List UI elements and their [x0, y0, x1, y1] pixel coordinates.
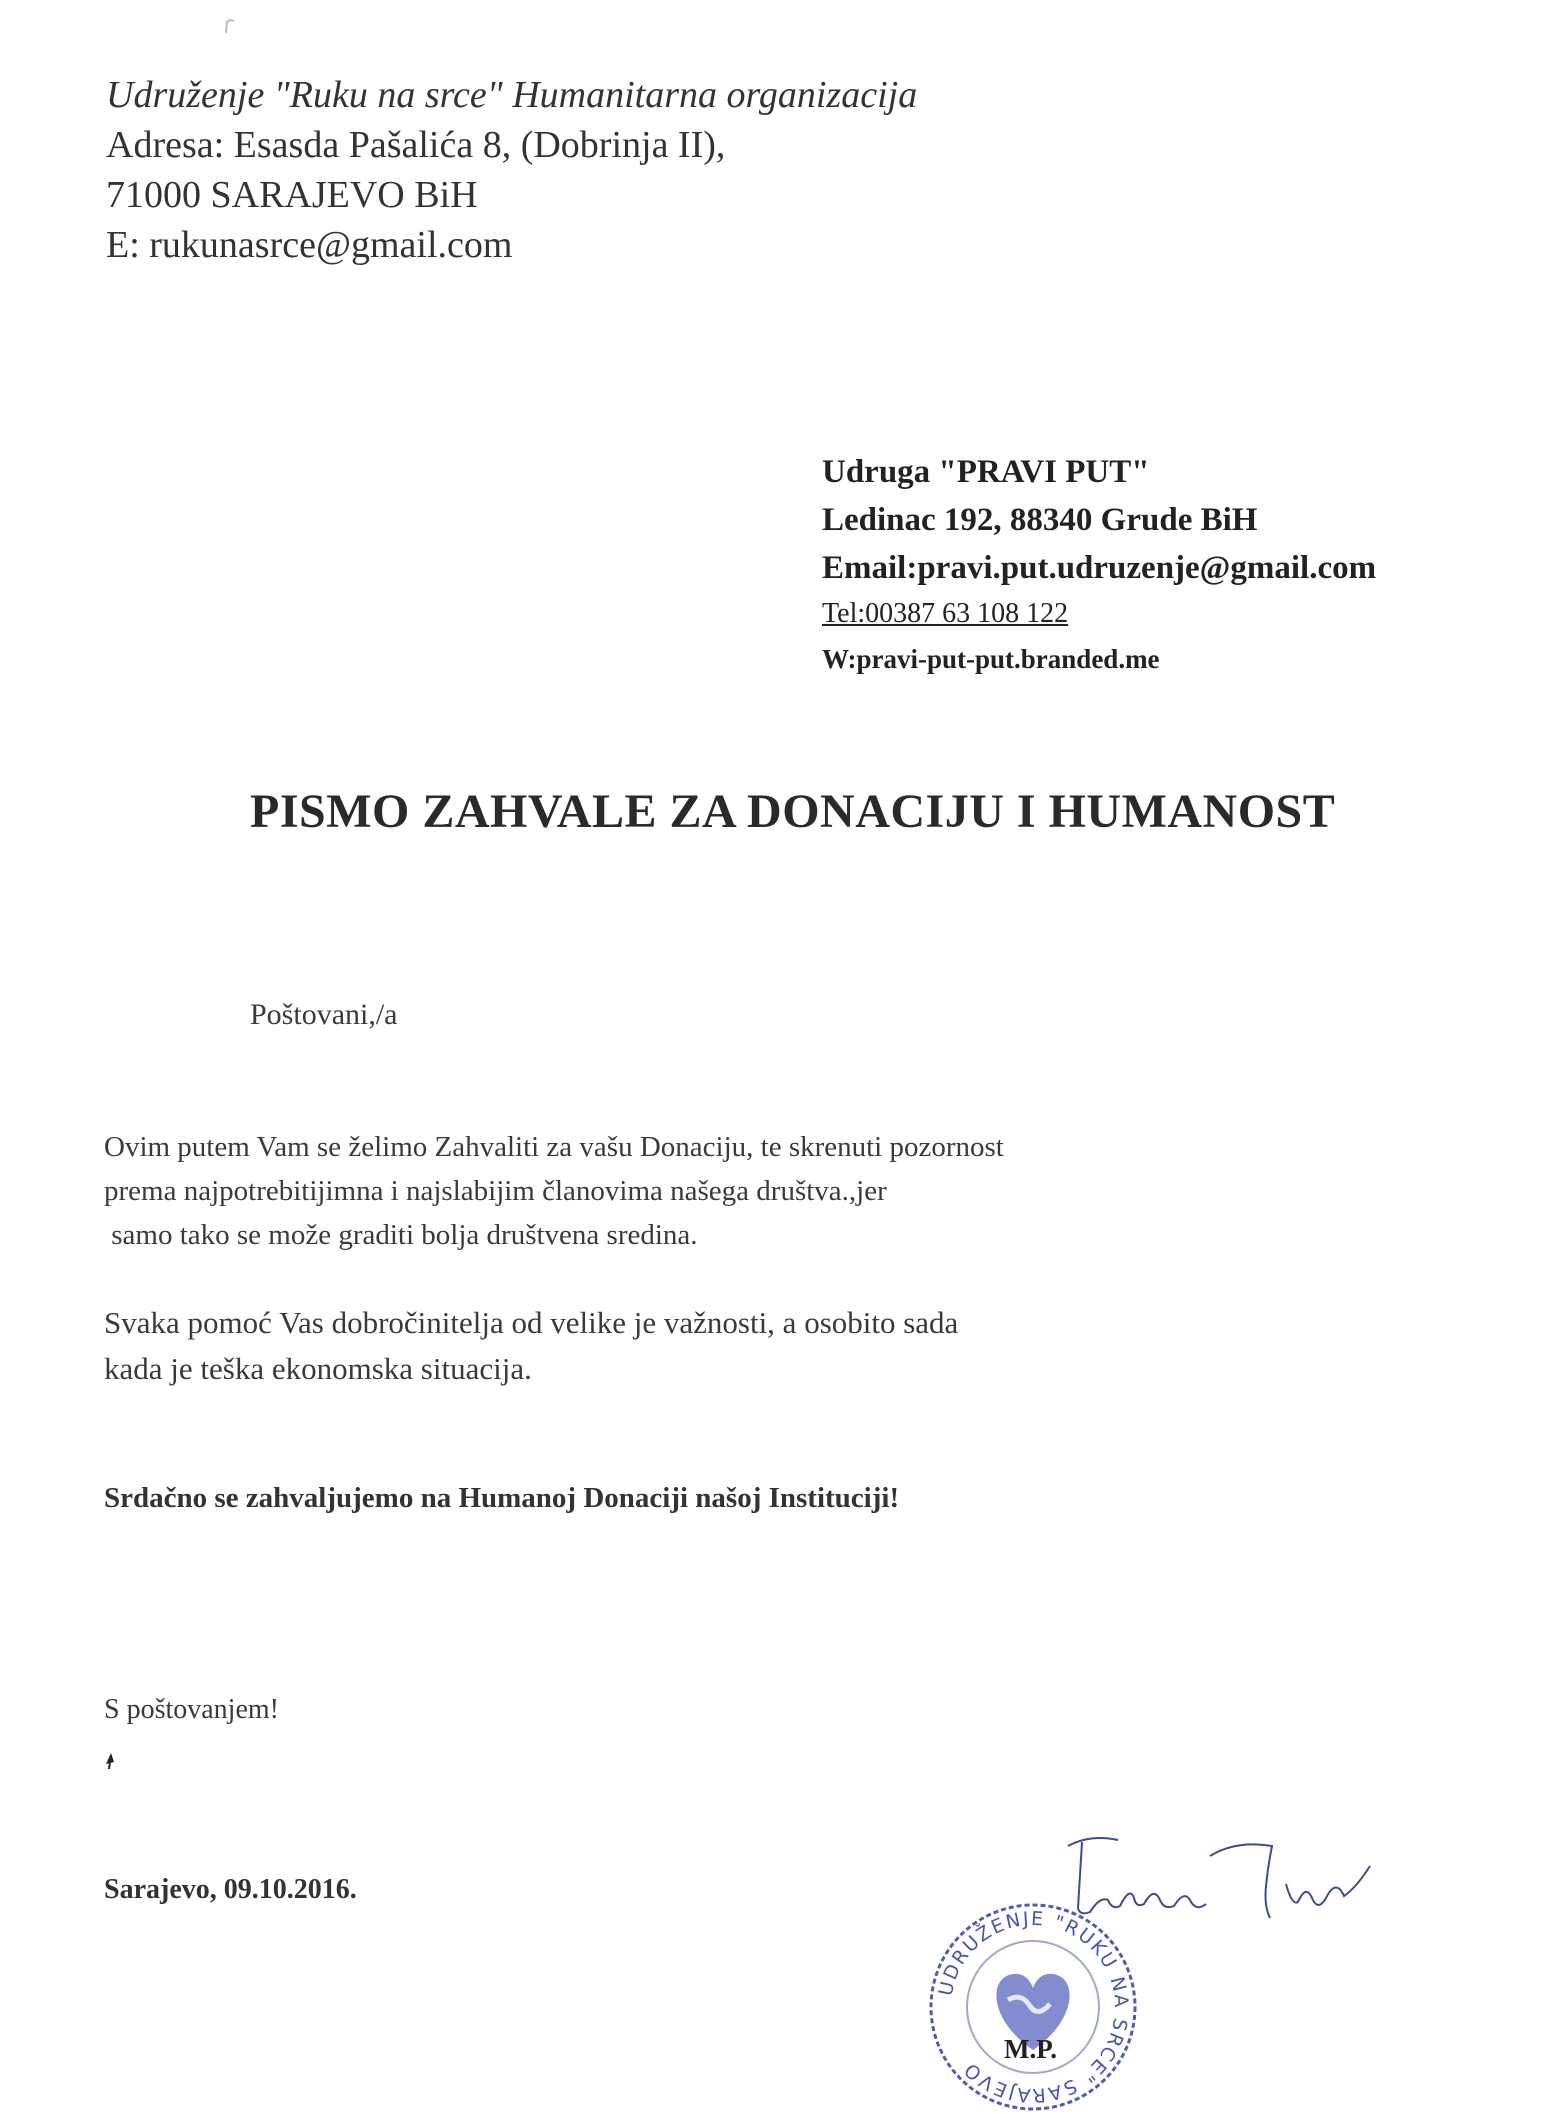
recipient-phone: Tel:00387 63 108 122: [822, 598, 1069, 629]
thanks-line: Srdačno se zahvaljujemo na Humanoj Donaciji našoj Instituciji!: [104, 1482, 900, 1514]
sender-email: E: rukunasrce@gmail.com: [106, 224, 513, 266]
mp-label: M.P.: [1004, 2034, 1057, 2064]
sender-city: 71000 SARAJEVO BiH: [106, 174, 478, 216]
ink-mark-icon: [103, 1752, 117, 1770]
paragraph-line: Svaka pomoć Vas dobročinitelja od velike je važnosti, a osobito sada: [104, 1305, 959, 1340]
greeting: Poštovani,/a: [250, 998, 398, 1031]
body-paragraph-2: [104, 1300, 958, 1392]
signature-icon: [1060, 1826, 1440, 1926]
closing: S poštovanjem!: [104, 1694, 279, 1725]
letter-date: Sarajevo, 09.10.2016.: [104, 1874, 357, 1905]
paragraph-line: prema najpotrebitijimna i najslabijim članovima našega društva.,jer: [104, 1175, 887, 1207]
recipient-name: Udruga "PRAVI PUT": [822, 454, 1150, 490]
recipient-block: [822, 448, 1376, 682]
sender-org: Udruženje "Ruku na srce" Humanitarna organizacija: [106, 74, 918, 116]
recipient-email: Email:pravi.put.udruzenje@gmail.com: [822, 550, 1377, 586]
organization-stamp: [926, 1900, 1140, 2114]
body-paragraph-1: [104, 1125, 1004, 1257]
paragraph-line: Ovim putem Vam se želimo Zahvaliti za vašu Donaciju, te skrenuti pozornost: [104, 1131, 1004, 1163]
scan-mark-icon: [224, 18, 236, 34]
sender-block: [106, 70, 917, 270]
paragraph-line: samo tako se može graditi bolja društvena sredina.: [104, 1219, 698, 1251]
recipient-address: Ledinac 192, 88340 Grude BiH: [822, 502, 1258, 538]
letter-title: PISMO ZAHVALE ZA DONACIJU I HUMANOST: [250, 785, 1336, 838]
recipient-web: W:pravi-put-put.branded.me: [822, 644, 1160, 674]
sender-address: Adresa: Esasda Pašalića 8, (Dobrinja II),: [106, 124, 726, 166]
paragraph-line: kada je teška ekonomska situacija.: [104, 1351, 532, 1386]
stamp-text: UDRUŽENJE "RUKU NA SRCE" SARAJEVO: [934, 1907, 1133, 2107]
